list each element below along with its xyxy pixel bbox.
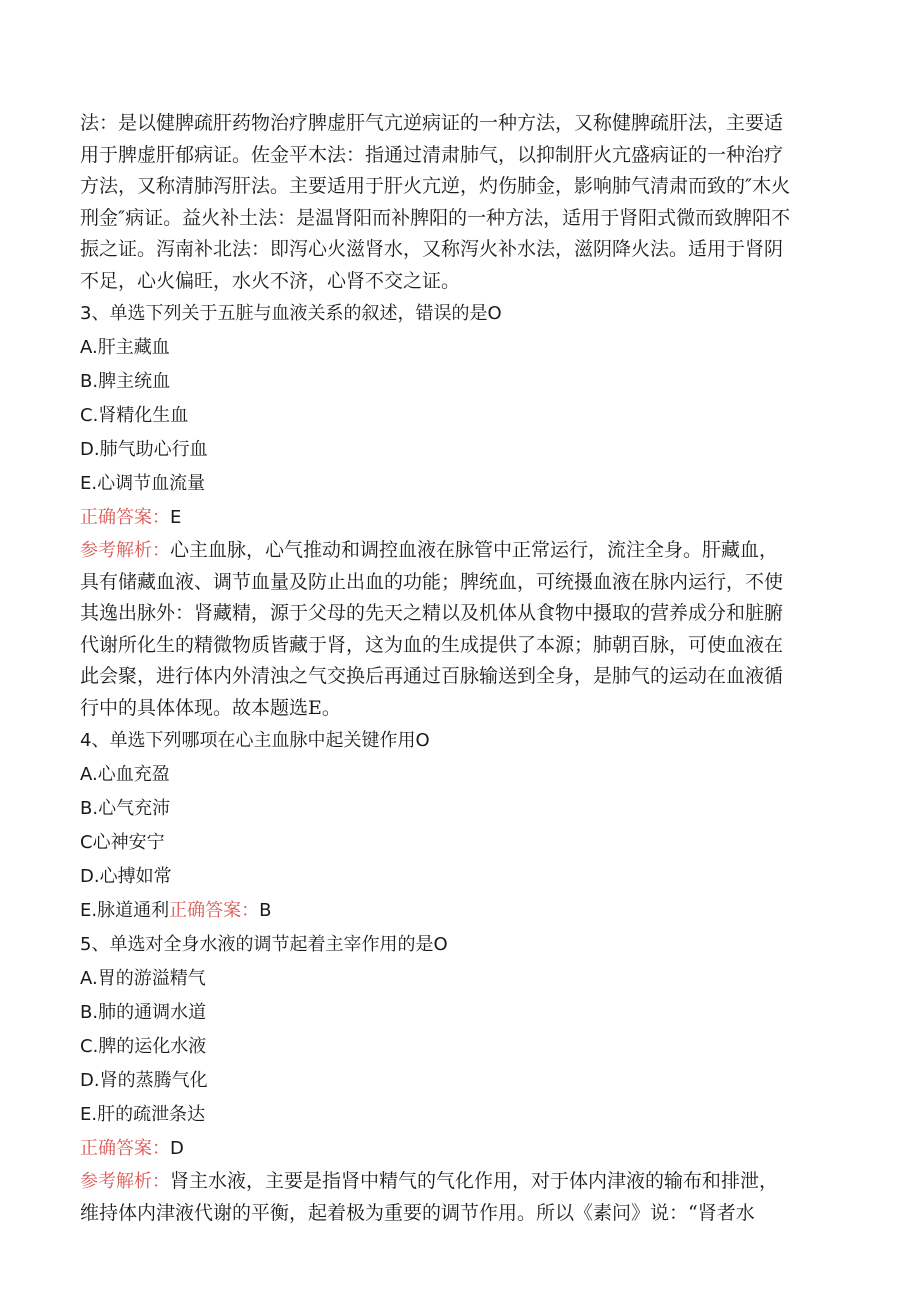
- explanation-text: 肾主水液，主要是指肾中精气的气化作用，对于体内津液的输布和排泄，: [170, 1170, 779, 1192]
- question-5-stem: 5、单选对全身水液的调节起着主宰作用的是O: [80, 934, 448, 955]
- question-5-option-d: D.肾的蒸腾气化: [80, 1070, 208, 1091]
- text-line: 刑金″病证。益火补土法：是温肾阳而补脾阳的一种方法，适用于肾阳式微而致脾阳不: [80, 206, 791, 229]
- question-4-option-a: A.心血充盈: [80, 764, 170, 785]
- text-line: 用于脾虚肝郁病证。佐金平木法：指通过清肃肺气，以抑制肝火亢盛病证的一种治疗: [80, 143, 784, 166]
- question-3-explanation: [80, 535, 840, 724]
- text-line: 法：是以健脾疏肝药物治疗脾虚肝气亢逆病证的一种方法，又称健脾疏肝法，主要适: [80, 112, 784, 134]
- question-4-stem: 4、单选下列哪项在心主血脉中起关键作用O: [80, 730, 430, 751]
- question-3-answer: [80, 501, 840, 535]
- answer-label: 正确答案：: [80, 1138, 170, 1159]
- document-content: [80, 108, 840, 1229]
- answer-value: D: [170, 1138, 184, 1159]
- question-5-option-a: A.胃的游溢精气: [80, 968, 206, 989]
- question-5-option-e: E.肝的疏泄条达: [80, 1104, 206, 1125]
- text-line: 不足，心火偏旺，水火不济，心肾不交之证。: [80, 269, 461, 292]
- text-line: 维持体内津液代谢的平衡，起着极为重要的调节作用。所以《素问》说：“肾者水: [80, 1201, 755, 1224]
- text-line: 行中的具体体现。故本题选E。: [80, 696, 341, 719]
- explanation-label: 参考解析：: [80, 1171, 170, 1192]
- text-line: [80, 535, 840, 567]
- question-3-option-b: B.脾主统血: [80, 371, 171, 392]
- question-4-option-b: B.心气充沛: [80, 798, 171, 819]
- question-5-option-b: B.肺的通调水道: [80, 1002, 207, 1023]
- question-3-stem: 3、单选下列关于五脏与血液关系的叙述，错误的是O: [80, 303, 502, 324]
- question-3-option-e: E.心调节血流量: [80, 473, 206, 494]
- question-5-answer: [80, 1132, 840, 1166]
- question-3-option-d: D.肺气助心行血: [80, 439, 208, 460]
- answer-label: 正确答案：: [80, 507, 170, 528]
- intro-paragraph: [80, 108, 840, 297]
- question-3-option-a: A.肝主藏血: [80, 337, 170, 358]
- text-line: 代谢所化生的精微物质皆藏于肾，这为血的生成提供了本源；肺朝百脉，可使血液在: [80, 633, 784, 656]
- option-text: E.脉道通利: [80, 900, 170, 921]
- explanation-label: 参考解析：: [80, 540, 170, 561]
- question-4-option-d: D.心搏如常: [80, 866, 172, 887]
- text-line: 具有储藏血液、调节血量及防止出血的功能；脾统血，可统摄血液在脉内运行，不使: [80, 570, 784, 593]
- answer-value: B: [259, 900, 272, 921]
- question-4-option-c: C心神安宁: [80, 832, 165, 853]
- answer-value: E: [170, 507, 182, 528]
- answer-label: 正确答案：: [169, 900, 260, 921]
- text-line: 振之证。泻南补北法：即泻心火滋肾水，又称泻火补水法，滋阴降火法。适用于肾阴: [80, 238, 784, 260]
- question-5-explanation: [80, 1166, 840, 1229]
- text-line: [80, 1166, 840, 1198]
- question-3-option-c: C.肾精化生血: [80, 405, 189, 426]
- question-4-option-e: [80, 894, 840, 928]
- text-line: 方法，又称清肺泻肝法。主要适用于肝火亢逆，灼伤肺金，影响肺气清肃而致的″木火: [80, 175, 791, 197]
- text-line: 其逸出脉外：肾藏精，源于父母的先天之精以及机体从食物中摄取的营养成分和脏腑: [80, 602, 784, 624]
- text-line: 此会聚，进行体内外清浊之气交换后再通过百脉输送到全身，是肺气的运动在血液循: [80, 665, 784, 687]
- question-5-option-c: C.脾的运化水液: [80, 1036, 207, 1057]
- explanation-text: 心主血脉，心气推动和调控血液在脉管中正常运行，流注全身。肝藏血，: [170, 539, 779, 561]
